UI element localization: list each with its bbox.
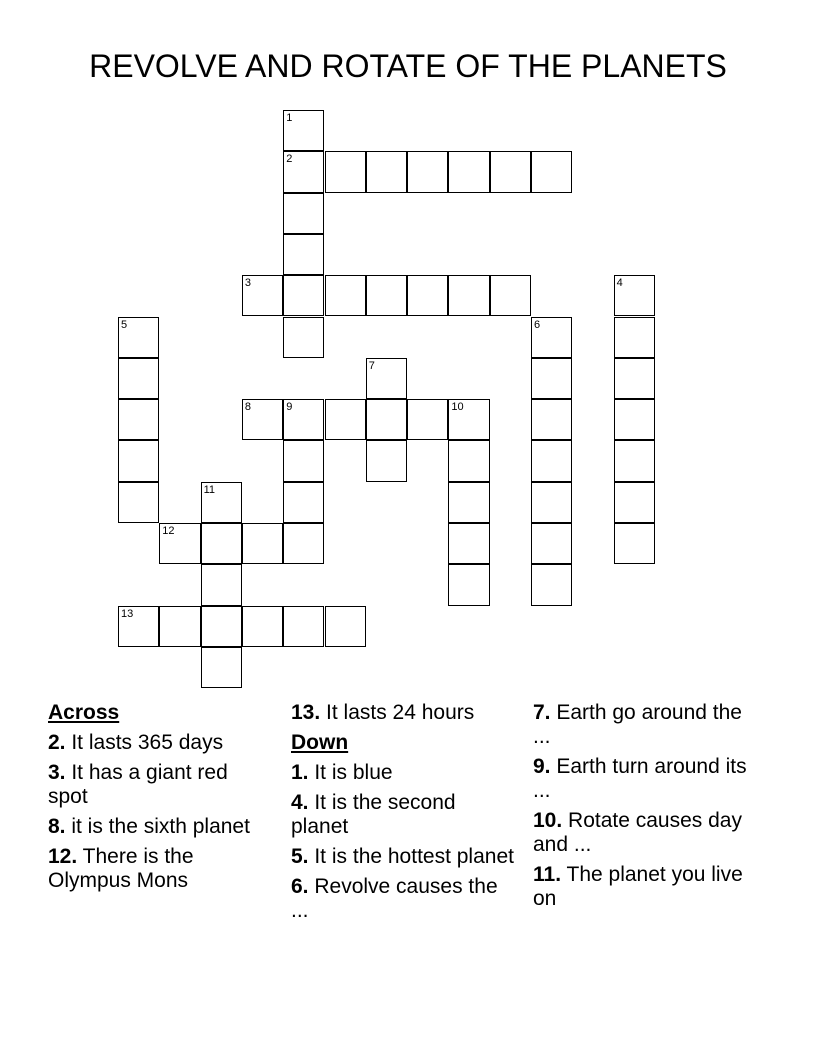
clue-number: 4 bbox=[616, 277, 623, 290]
grid-cell[interactable] bbox=[531, 440, 572, 481]
grid-cell[interactable] bbox=[531, 151, 572, 192]
grid-cell[interactable] bbox=[201, 564, 242, 605]
clue-item-text: It has a giant red spot bbox=[48, 761, 228, 808]
grid-cell[interactable] bbox=[407, 151, 448, 192]
clue-item bbox=[533, 809, 763, 857]
clue-item bbox=[291, 875, 516, 923]
clue-item-text: It lasts 24 hours bbox=[320, 701, 475, 724]
clue-item-number: 1. bbox=[291, 761, 309, 784]
clue-number: 11 bbox=[203, 483, 216, 496]
grid-cell[interactable] bbox=[366, 399, 407, 440]
grid-cell[interactable] bbox=[242, 275, 283, 316]
grid-cell[interactable] bbox=[531, 399, 572, 440]
grid-cell[interactable] bbox=[448, 482, 489, 523]
grid-cell[interactable] bbox=[201, 482, 242, 523]
clue-item-text: It is the hottest planet bbox=[308, 845, 514, 868]
grid-cell[interactable] bbox=[614, 358, 655, 399]
clue-number: 7 bbox=[368, 359, 375, 372]
grid-cell[interactable] bbox=[448, 275, 489, 316]
grid-cell[interactable] bbox=[242, 399, 283, 440]
grid-cell[interactable] bbox=[490, 151, 531, 192]
clue-item-number: 11. bbox=[533, 863, 562, 886]
clue-item-text: Revolve causes the ... bbox=[291, 875, 498, 922]
grid-cell[interactable] bbox=[118, 399, 159, 440]
clue-item-number: 5. bbox=[291, 845, 309, 868]
grid-cell[interactable] bbox=[448, 399, 489, 440]
grid-cell[interactable] bbox=[325, 606, 366, 647]
clue-item-text: Rotate causes day and ... bbox=[533, 809, 742, 856]
clue-item-text: The planet you live on bbox=[533, 863, 743, 910]
grid-cell[interactable] bbox=[614, 399, 655, 440]
grid-cell[interactable] bbox=[531, 523, 572, 564]
clue-item-number: 3. bbox=[48, 761, 66, 784]
clue-item bbox=[48, 761, 268, 809]
clue-item-number: 10. bbox=[533, 809, 563, 832]
clue-item bbox=[291, 761, 516, 785]
clue-item bbox=[533, 701, 763, 749]
clue-item bbox=[533, 755, 763, 803]
grid-cell[interactable] bbox=[283, 482, 324, 523]
clue-number: 8 bbox=[244, 401, 252, 414]
grid-cell[interactable] bbox=[283, 440, 324, 481]
clue-heading: Down bbox=[291, 731, 349, 754]
grid-cell[interactable] bbox=[531, 482, 572, 523]
clue-item-number: 4. bbox=[291, 791, 309, 814]
grid-cell[interactable] bbox=[118, 440, 159, 481]
clue-item-number: 2. bbox=[48, 731, 66, 754]
clue-item bbox=[291, 845, 516, 869]
clue-number: 6 bbox=[534, 318, 541, 331]
grid-cell[interactable] bbox=[283, 275, 324, 316]
grid-cell[interactable] bbox=[614, 317, 655, 358]
grid-cell[interactable] bbox=[366, 275, 407, 316]
grid-cell[interactable] bbox=[325, 275, 366, 316]
grid-cell[interactable] bbox=[283, 523, 324, 564]
grid-cell[interactable] bbox=[159, 606, 200, 647]
clue-number: 9 bbox=[286, 401, 293, 414]
clue-item-text: Earth turn around its ... bbox=[533, 755, 747, 802]
grid-cell[interactable] bbox=[448, 440, 489, 481]
clue-number: 12 bbox=[162, 525, 175, 537]
grid-cell[interactable] bbox=[118, 317, 159, 358]
clue-number: 13 bbox=[121, 607, 134, 620]
clue-item bbox=[48, 731, 268, 755]
clue-item-text: it is the sixth planet bbox=[65, 815, 250, 838]
grid-cell[interactable] bbox=[283, 110, 324, 151]
grid-cell[interactable] bbox=[283, 151, 324, 192]
grid-cell[interactable] bbox=[366, 440, 407, 481]
grid-cell[interactable] bbox=[448, 564, 489, 605]
grid-cell[interactable] bbox=[118, 606, 159, 647]
clue-item-text: There is the Olympus Mons bbox=[48, 845, 194, 892]
grid-cell[interactable] bbox=[242, 606, 283, 647]
grid-cell[interactable] bbox=[118, 482, 159, 523]
clue-number: 1 bbox=[286, 112, 293, 124]
clue-item bbox=[533, 863, 763, 911]
clue-item bbox=[291, 791, 516, 839]
clue-heading: Across bbox=[48, 701, 120, 724]
clue-item-number: 8. bbox=[48, 815, 66, 838]
grid-cell[interactable] bbox=[531, 317, 572, 358]
clue-number: 5 bbox=[121, 318, 128, 331]
grid-cell[interactable] bbox=[614, 440, 655, 481]
grid-cell[interactable] bbox=[407, 275, 448, 316]
page-title: REVOLVE AND ROTATE OF THE PLANETS bbox=[89, 48, 727, 84]
clue-column-2 bbox=[291, 701, 516, 929]
grid-cell[interactable] bbox=[283, 317, 324, 358]
grid-cell[interactable] bbox=[490, 275, 531, 316]
grid-cell[interactable] bbox=[325, 151, 366, 192]
grid-cell[interactable] bbox=[448, 151, 489, 192]
clue-number: 3 bbox=[244, 277, 252, 290]
grid-cell[interactable] bbox=[614, 523, 655, 564]
grid-cell[interactable] bbox=[283, 193, 324, 234]
grid-cell[interactable] bbox=[325, 399, 366, 440]
clue-item bbox=[291, 701, 516, 725]
grid-cell[interactable] bbox=[283, 234, 324, 275]
clue-item-number: 7. bbox=[533, 701, 551, 724]
grid-cell[interactable] bbox=[614, 482, 655, 523]
clue-item bbox=[48, 815, 268, 839]
grid-cell[interactable] bbox=[366, 358, 407, 399]
grid-cell[interactable] bbox=[407, 399, 448, 440]
clue-item-text: It is the second planet bbox=[291, 791, 456, 838]
grid-cell[interactable] bbox=[201, 523, 242, 564]
grid-cell[interactable] bbox=[201, 606, 242, 647]
grid-cell[interactable] bbox=[531, 358, 572, 399]
clue-column-1 bbox=[48, 701, 268, 899]
grid-cell[interactable] bbox=[366, 151, 407, 192]
clue-column-3 bbox=[533, 701, 763, 917]
clue-item bbox=[48, 845, 268, 893]
grid-cell[interactable] bbox=[242, 523, 283, 564]
clue-item-number: 13. bbox=[291, 701, 321, 724]
clue-number: 10 bbox=[451, 401, 464, 414]
clue-item-number: 6. bbox=[291, 875, 309, 898]
grid-cell[interactable] bbox=[118, 358, 159, 399]
clue-item-text: It lasts 365 days bbox=[65, 731, 224, 754]
clue-item-number: 12. bbox=[48, 845, 78, 868]
grid-cell[interactable] bbox=[201, 647, 242, 688]
clue-number: 2 bbox=[286, 153, 293, 166]
grid-cell[interactable] bbox=[283, 606, 324, 647]
grid-cell[interactable] bbox=[531, 564, 572, 605]
grid-cell[interactable] bbox=[614, 275, 655, 316]
grid-cell[interactable] bbox=[448, 523, 489, 564]
clue-item-text: Earth go around the ... bbox=[533, 701, 742, 748]
grid-cell[interactable] bbox=[159, 523, 200, 564]
grid-cell[interactable] bbox=[283, 399, 324, 440]
clue-item-number: 9. bbox=[533, 755, 551, 778]
clue-item-text: It is blue bbox=[308, 761, 393, 784]
